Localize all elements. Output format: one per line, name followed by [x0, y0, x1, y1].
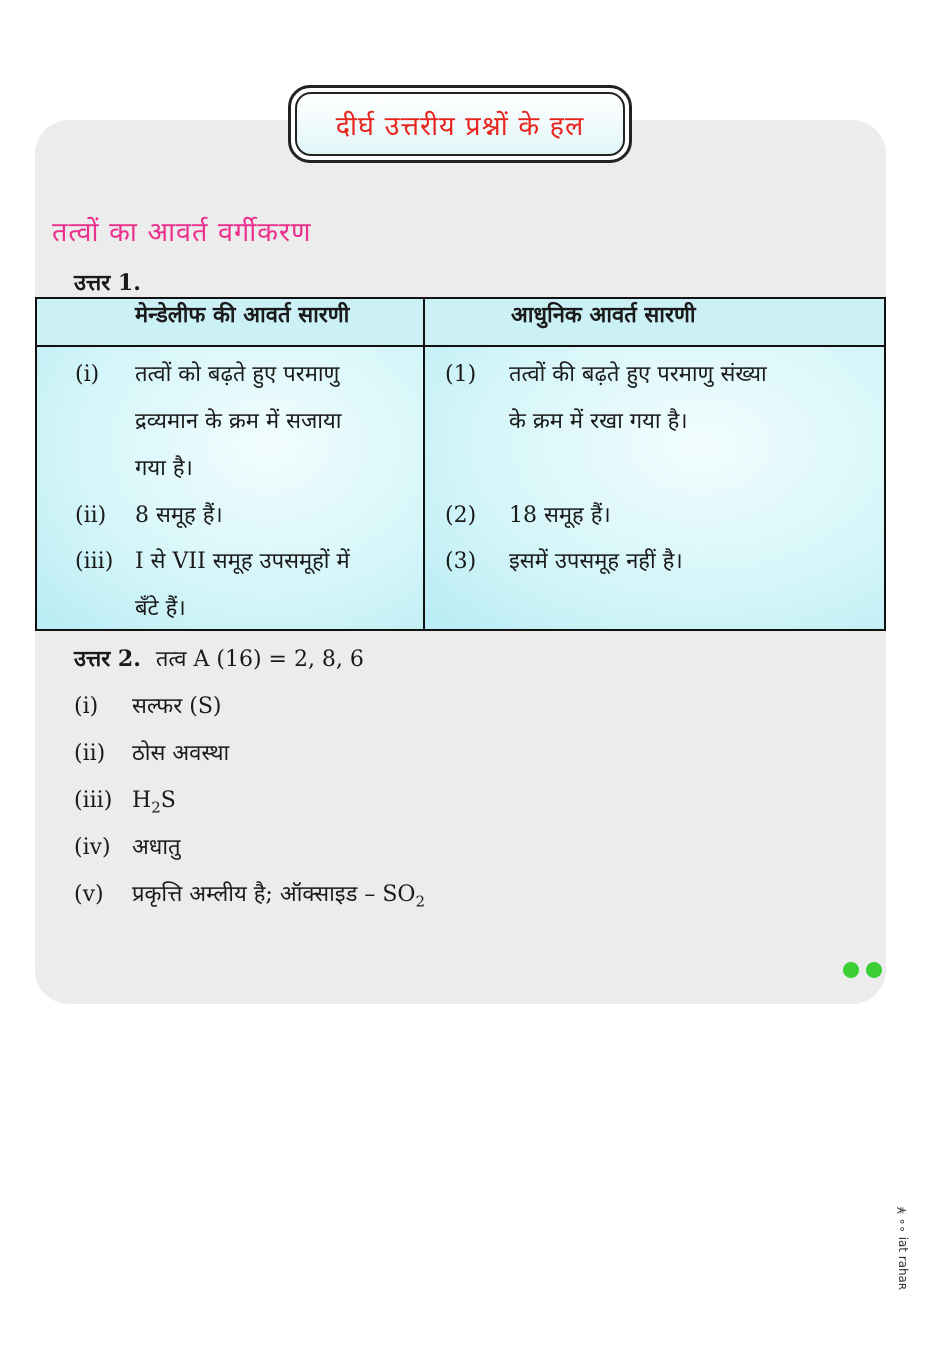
- page-title: दीर्घ उत्तरीय प्रश्नों के हल: [295, 92, 625, 156]
- answer-1-label: उत्तर 1.: [74, 270, 141, 296]
- decor-dot-icon: [866, 962, 882, 978]
- side-margin-text: ᴚɐɥɐɹ ʇɐᴉ ∘∘ ¥: [895, 1206, 909, 1290]
- answer-2-intro-row: [74, 636, 674, 683]
- table-cell-modern: (1) तत्वों की बढ़ते हुए परमाणु संख्या के क्रम में रखा गया है। (2) 18 समूह हैं। (3) इसमें उपसमूह नहीं है।: [424, 346, 885, 630]
- decor-dot-icon: [843, 962, 859, 978]
- comparison-table: [35, 297, 886, 631]
- answer-2-label: उत्तर 2.: [74, 646, 141, 672]
- answer-2-intro: तत्व A (16) = 2, 8, 6: [155, 647, 364, 672]
- section-heading: तत्वों का आवर्त वर्गीकरण: [52, 217, 312, 248]
- table-header-mendeleev: मेन्डेलीफ की आवर्त सारणी: [36, 298, 424, 346]
- table-row: (i) तत्वों को बढ़ते हुए परमाणु द्रव्यमान के क्रम में सजाया गया है।: [75, 362, 342, 481]
- table-header-modern: आधुनिक आवर्त सारणी: [424, 298, 885, 346]
- table-cell-mendeleev: (i) तत्वों को बढ़ते हुए परमाणु द्रव्यमान के क्रम में सजाया गया है। (ii) 8 समूह हैं। (iii) I से VII समूह उपसमूहों में बँटे हैं।: [36, 346, 424, 630]
- title-box: [288, 85, 632, 163]
